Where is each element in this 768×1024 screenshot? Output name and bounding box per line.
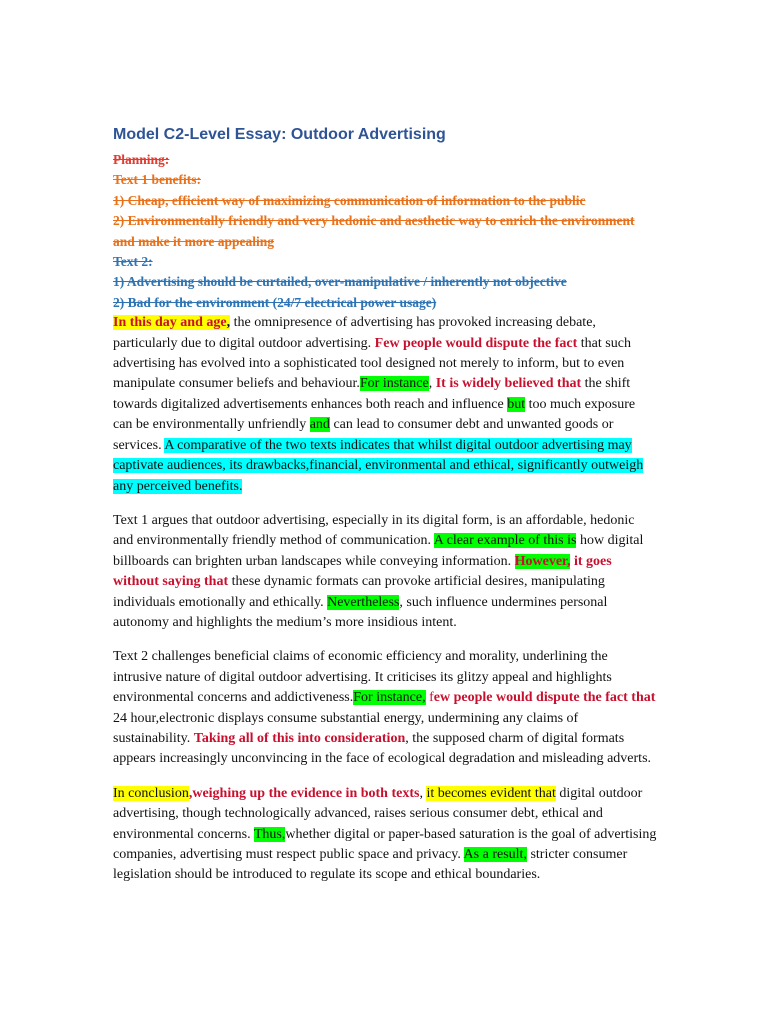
phrase: f [425,690,434,706]
body-paragraph-2 [113,647,658,769]
phrase: 24 hour,electronic displays consume substantial energy, undermining any claims of sustainability. [113,710,579,746]
phrase: , [428,376,436,392]
phrase: that such advertising has evolved into a sophisticated tool designed not merely to inform, but to even manipulate consumer beliefs and behaviour. [113,335,631,392]
phrase: the shift towards digitalized advertisements enhances both reach and influence [113,376,631,412]
phrase: the omnipresence of advertising has provoked increasing debate, particularly due to digital outdoor advertising. [113,315,596,351]
phrase: ew people would dispute the fact that [433,690,656,706]
phrase: digital outdoor advertising, though technologically advanced, raises serious consumer debt, ethical and environmental concerns. [113,785,643,842]
phrase: how digital billboards can brighten urban landscapes while conveying information. [113,533,644,569]
phrase: it becomes evident that [426,785,556,801]
phrase: For instance [359,376,429,392]
phrase: , [226,315,231,331]
phrase: it goes without saying that [113,553,612,590]
thesis-statement: A comparative of the two texts indicates that whilst digital outdoor advertising may captivate audiences, its drawbacks,financial, environmental and ethical, significantly outweigh any perceived benefits. [113,437,644,494]
conclusion-paragraph [113,784,658,886]
phrase: , the supposed charm of digital formats appears increasingly unconvincing in the face of ecological degradation and misleading adverts. [113,730,652,767]
phrase: can lead to consumer debt and unwanted goods or services. [113,417,614,453]
phrase: It is widely believed that [435,376,582,392]
body-paragraph-1 [113,511,658,633]
text2-point-2: 2) Bad for the environment (24/7 electrical power usage) [113,294,437,310]
phrase: whether digital or paper-based saturation is the goal of advertising companies, advertising must respect public space and privacy. [113,826,657,862]
text1-point-2: 2) Environmentally friendly and very hedonic and aesthetic way to enrich the environment and make it more appealing [113,213,635,249]
phrase: A clear example of this is [433,533,577,549]
phrase: Thus, [253,826,286,842]
document-page [113,124,658,900]
phrase: However, [514,553,571,569]
phrase: stricter consumer legislation should be introduced to regulate its scope and ethical boundaries. [113,847,628,883]
planning-heading: Planning: [113,152,170,167]
phrase: , such influence undermines personal autonomy and highlights the medium’s more insidious intent. [113,594,608,630]
phrase: and [309,417,330,433]
introduction-paragraph [113,313,658,497]
phrase: As a result, [463,847,527,862]
text1-heading: Text 1 benefits: [113,172,201,188]
phrase: these dynamic formats can provoke artificial desires, manipulating individuals emotionally and ethically. [113,574,605,610]
phrase: In this day and age [113,315,227,331]
phrase: too much exposure can be environmentally unfriendly [113,396,636,433]
phrase: Nevertheless [327,594,400,610]
phrase: In conclusion [113,785,189,801]
phrase: Few people would dispute the fact [374,335,578,351]
phrase: but [507,396,526,412]
document-title: Model C2-Level Essay: Outdoor Advertising [113,126,446,143]
phrase: ,weighing up the evidence in both texts [188,785,420,801]
phrase: Text 1 argues that outdoor advertising, especially in its digital form, is an affordable, hedonic and environmentally friendly method of communication. [113,512,635,549]
phrase: , [419,785,427,801]
text1-point-1: 1) Cheap, efficient way of maximizing communication of information to the public [113,192,586,208]
planning-section [113,150,658,313]
phrase: Text 2 challenges beneficial claims of economic efficiency and morality, underlining the intrusive nature of digital outdoor advertising. It criticises its glitzy appeal and highlights environmental concerns and addictiveness. [113,649,612,706]
text2-heading: Text 2: [113,254,153,270]
phrase: For instance, [353,690,426,706]
phrase: Taking all of this into consideration [193,730,406,746]
text2-point-1: 1) Advertising should be curtailed, over-manipulative / inherently not objective [113,274,567,290]
